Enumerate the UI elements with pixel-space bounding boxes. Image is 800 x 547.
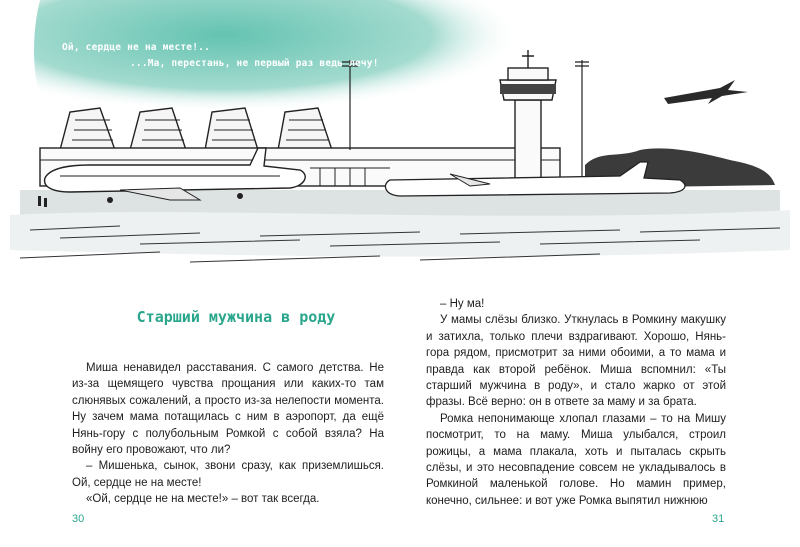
speech-line-misha: ...Ма, перестань, не первый раз ведь лечу! (130, 58, 379, 69)
paragraph: Миша ненавидел расставания. С самого детства. Не из-за щемящего чувства прощания или каких-то там слюнявых сожалений, а просто из-за нелепости момента. Ну зачем мама потащилась с ним в аэропорт, да ещё Нянь-гору с полубольным Ромкой с собой взяла? На войну его провожают, что ли? (72, 362, 384, 457)
speech-line-mother: Ой, сердце не на месте!.. (62, 42, 210, 53)
left-page-text (72, 360, 384, 508)
paragraph: – Ну ма! (440, 298, 485, 310)
paragraph: У мамы слёзы близко. Уткнулась в Ромкину макушку и затихла, только плечи вздрагивают. Хорошо, Нянь-гора рядом, присмотрит за ними обоими, а то мама и правда как второй ребёнок. Миша вспомнил: «Ты старший мужчина в роду», и стало жарко от этой фразы. Всё верно: он в ответе за маму и за брата. (426, 314, 726, 409)
tarmac-foreground (10, 210, 790, 257)
paragraph: – Мишенька, сынок, звони сразу, как приземлишься. Ой, сердце не на месте! (72, 460, 384, 489)
paragraph: «Ой, сердце не на месте!» – вот так всегда. (86, 493, 320, 506)
right-page-text (426, 296, 726, 509)
tower-windows (500, 84, 556, 94)
paragraph: Ромка непонимающе хлопал глазами – то на Мишу посмотрит, то на маму. Миша улыбался, строил рожицы, а мама плакала, хоть и пыталась скрыть слёзы, и это несовпадение совсем не укладывалось в Ромкиной маленькой голове. Но мамин пример, конечно, сильнее: и вот уже Ромка выпятил нижнюю (426, 412, 726, 507)
flying-airplane (664, 80, 748, 104)
chapter-title: Старший мужчина в роду (136, 308, 336, 326)
page-number-right: 31 (712, 513, 725, 525)
page-number-left: 30 (72, 513, 85, 525)
